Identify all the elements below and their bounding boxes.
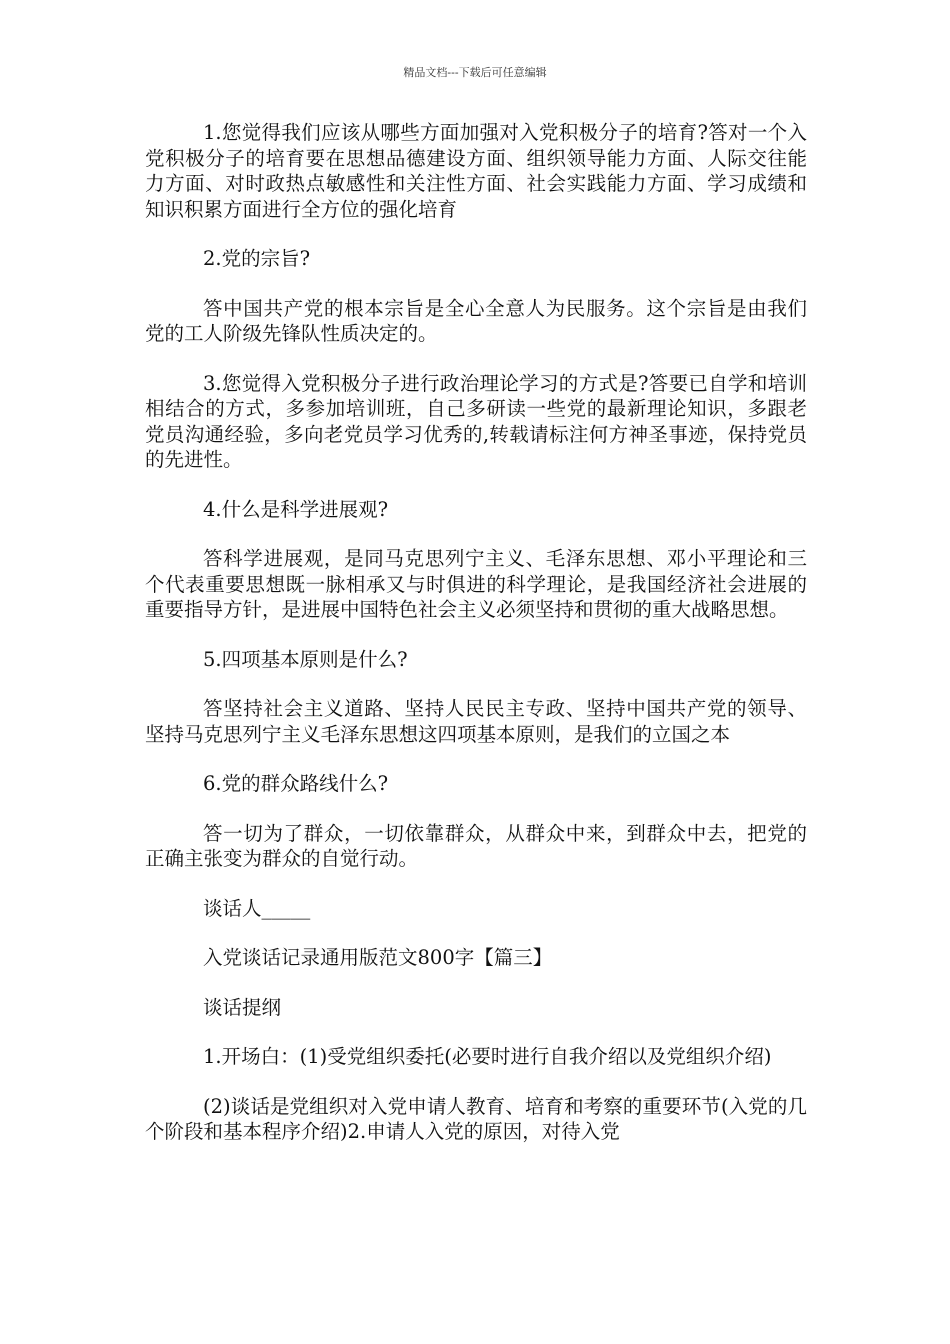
paragraph-a5: 答坚持社会主义道路、坚持人民民主专政、坚持中国共产党的领导、坚持马克思列宁主义毛泽东思想这四项基本原则，是我们的立国之本 xyxy=(145,697,807,746)
paragraph-q2: 2.党的宗旨? xyxy=(203,247,311,270)
paragraph-q3: 3.您觉得入党积极分子进行政治理论学习的方式是?答要已自学和培训相结合的方式，多参加培训班，自己多研读一些党的最新理论知识，多跟老党员沟通经验，多向老党员学习优秀的,转载请标注何方神圣事迹，保持党员的先进性。 xyxy=(145,371,807,471)
section-subtitle-outline: 谈话提纲 xyxy=(203,995,282,1019)
paragraph-opening-2: (2)谈话是党组织对入党申请人教育、培育和考察的重要环节(入党的几个阶段和基本程序介绍)2.申请人入党的原因，对待入党 xyxy=(145,1094,807,1143)
paragraph-q6: 6.党的群众路线什么? xyxy=(203,772,389,795)
section-title-part3: 入党谈话记录通用版范文800字【篇三】 xyxy=(203,946,553,969)
paragraph-interviewer: 谈话人_____ xyxy=(203,896,311,920)
page-header-note: 精品文档---下载后可任意编辑 xyxy=(403,66,547,79)
paragraph-a6: 答一切为了群众，一切依靠群众，从群众中来，到群众中去，把党的正确主张变为群众的自觉行动。 xyxy=(145,821,807,870)
paragraph-a4: 答科学进展观，是同马克思列宁主义、毛泽东思想、邓小平理论和三个代表重要思想既一脉相承又与时俱进的科学理论，是我国经济社会进展的重要指导方针，是进展中国特色社会主义必须坚持和贯彻的重大战略思想。 xyxy=(145,547,807,621)
paragraph-q4: 4.什么是科学进展观? xyxy=(203,497,389,521)
paragraph-opening: 1.开场白：(1)受党组织委托(必要时进行自我介绍以及党组织介绍) xyxy=(203,1045,772,1068)
document-body xyxy=(145,120,807,1169)
paragraph-q1: 1.您觉得我们应该从哪些方面加强对入党积极分子的培育?答对一个入党积极分子的培育要在思想品德建设方面、组织领导能力方面、人际交往能力方面、对时政热点敏感性和关注性方面、社会实践能力方面、学习成绩和知识积累方面进行全方位的强化培育 xyxy=(145,121,807,221)
paragraph-q5: 5.四项基本原则是什么? xyxy=(203,647,408,671)
paragraph-a2: 答中国共产党的根本宗旨是全心全意人为民服务。这个宗旨是由我们党的工人阶级先锋队性质决定的。 xyxy=(145,296,807,345)
